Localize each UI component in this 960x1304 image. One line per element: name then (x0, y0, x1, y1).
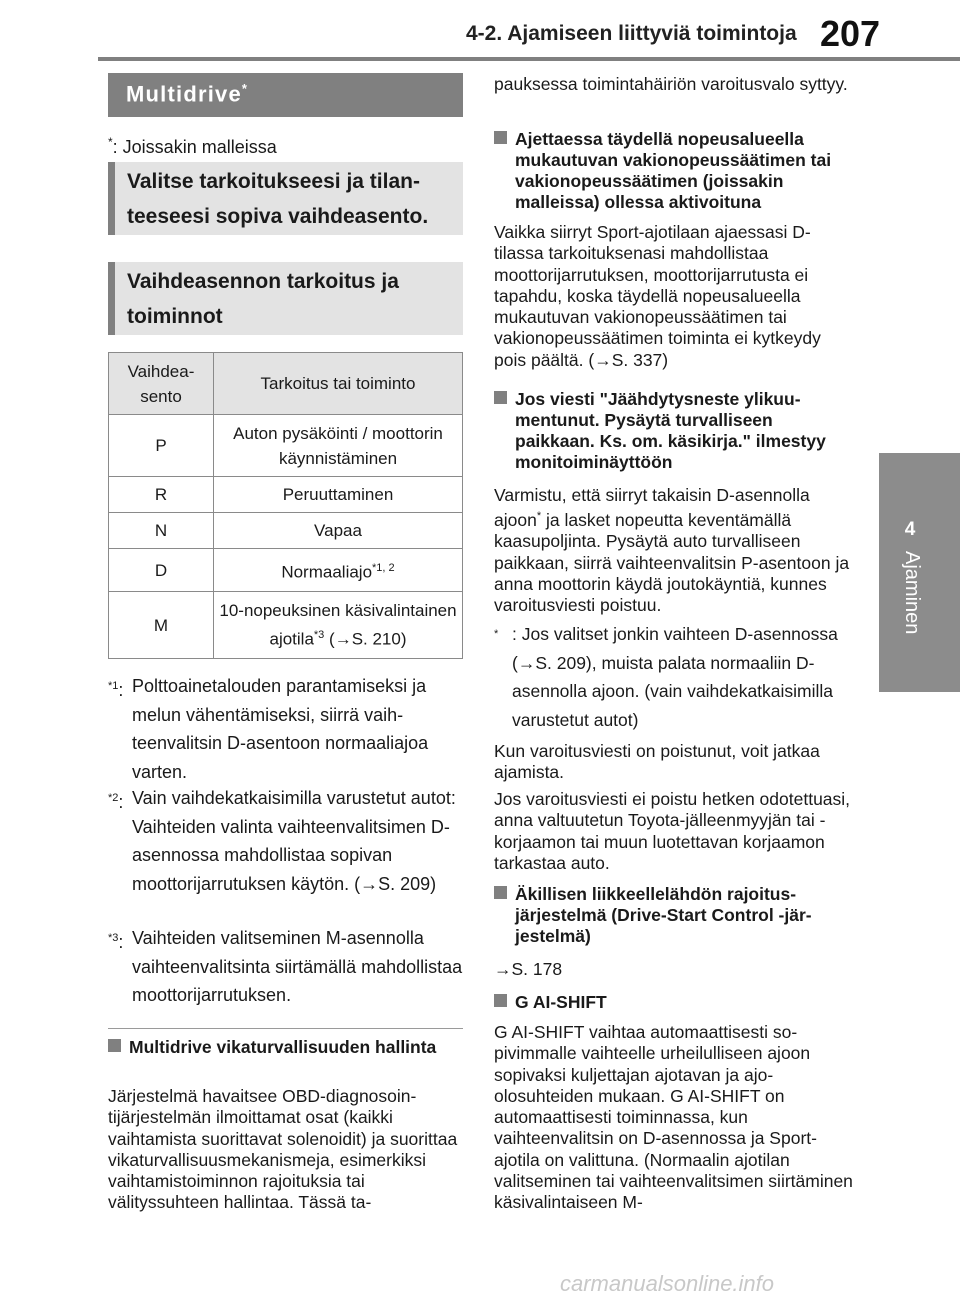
purpose-box (108, 262, 463, 335)
gear-table (108, 352, 463, 659)
cell-purpose: Auton pysäköinti / moottorin käynnistäminen (214, 415, 463, 477)
header-rule (98, 57, 960, 61)
bullet-square (494, 391, 507, 404)
footnote: $^{*3}$: Vaihteiden valitseminen M-asennolla vaihteenvalitsinta siirtämällä mahdollistaa moottorijarrutuksen. (108, 928, 463, 1005)
section-title: 4-2. Ajamiseen liittyviä toimintoja (466, 22, 797, 45)
select-gear-box (108, 162, 463, 235)
footnote: $^{*1}$: Polttoainetalouden parantamiseksi ja melun vähentämiseksi, siirrä vaihteenvalitsin D-asentoon normaaliajoa varten. (108, 676, 429, 782)
col-header-purpose: Tarkoitus tai toiminto (214, 353, 463, 415)
table-header (109, 353, 463, 415)
page-number: 207 (820, 13, 881, 54)
failsafe-heading: Multidrive vikaturvallisuuden hallinta (108, 1037, 463, 1058)
select-gear-text: Valitse tarkoitukseesi ja tilanteeseesi sopiva vaihdeasento. (127, 170, 429, 228)
purpose-heading: Vaihdeasennon tarkoitus ja toiminnot (127, 270, 399, 328)
cell-purpose: Peruuttaminen (214, 477, 463, 513)
cell-purpose: Vapaa (214, 513, 463, 549)
failsafe-text: Järjestelmä havaitsee OBD-diagnosointijärjestelmän ilmoittamat osat (kaikki vaihtamista suorittavat solenoidit) ja suorittaa vikaturvallisuusmekanismeja, esimerkiksi vaihtamistoiminnon rajoituksia tai välityssuhteen hallintaa. Tässä ta- (108, 1086, 458, 1213)
acc-heading: Ajettaessa täydellä nopeusalueella mukautuvan vakionopeussäätimen tai vakionopeussäätimen (joissakin malleissa) ollessa aktivoituna (494, 129, 849, 213)
box-accent (108, 162, 115, 235)
chapter-number: 4 (904, 519, 916, 540)
bullet-square (494, 994, 507, 1007)
multidrive-title: Multidrive* (126, 81, 249, 107)
cell-position: M (109, 592, 214, 659)
bullet-square (494, 886, 507, 899)
bullet-square (108, 1039, 121, 1052)
failsafe-text-cont: pauksessa toimintahäiriön varoitusvalo syttyy. (494, 74, 848, 94)
coolant-footnote: * : Jos valitset jonkin vaihteen D-asennossa (→S. 209), muista palata normaaliin D-asennolla ajoon. (vain vaihdekatkaisimilla varustetut autot) (494, 624, 838, 730)
gai-text: G AI-SHIFT vaihtaa automaattisesti sopivimmalle vaihteelle urheilulliseen ajoon sopivaksi kuljettajan ajotavan ja ajo-olosuhteiden mukaan. G AI-SHIFT on automaattisesti toiminnassa, kun vaihteenvalitsin on D-asennossa ja Sport-ajotila on valittuna. (Normaalin ajotilan valitseminen tai vaihteenvalitsimen siirtäminen käsivalintaiseen M- (494, 1022, 853, 1213)
cell-purpose: 10-nopeuksinen käsivalintainen ajotila$^{*3}$ (→S. 210) (214, 592, 463, 659)
gai-heading: G AI-SHIFT (494, 992, 849, 1013)
cell-position: D (109, 549, 214, 592)
after-text-1: Kun varoitusviesti on poistunut, voit jatkaa ajamista. (494, 741, 820, 783)
table-row (109, 513, 463, 549)
coolant-heading: Jos viesti "Jäähdytysneste ylikuumentunut. Pysäytä turvalliseen paikkaan. Ks. om. käsikirja." ilmestyy monitoiminäyttöön (494, 389, 849, 473)
table-row (109, 477, 463, 513)
star-note: *: Joissakin malleissa (108, 135, 277, 157)
table-row (109, 549, 463, 592)
acc-text: Vaikka siirryt Sport-ajotilaan ajaessasi D-tilassa tarkoituksenasi mahdollistaa moottorijarrutuksen, moottorijarrutusta ei tapahdu, koska täydellä nopeusalueella mukautuvan vakionopeussäätimen tai vakionopeussäätimen toiminta ei kytkeydy pois päältä. (→S. 337) (494, 222, 821, 370)
chapter-label: Ajaminen (901, 551, 923, 635)
table-row (109, 592, 463, 659)
col-header-position: Vaihdeasento (109, 353, 214, 415)
dsc-heading: Äkillisen liikkeellelähdön rajoitusjärjestelmä (Drive-Start Control -järjestelmä) (494, 884, 849, 947)
dsc-page-ref[interactable]: →S. 178 (494, 959, 563, 979)
cell-position: N (109, 513, 214, 549)
cell-position: R (109, 477, 214, 513)
after-text-2: Jos varoitusviesti ei poistu hetken odotettuasi, anna valtuutetun Toyota-jälleenmyyjän tai -korjaamon tai muun luotettavan korjaamon tarkastaa auto. (494, 789, 851, 873)
bullet-square (494, 131, 507, 144)
cell-position: P (109, 415, 214, 477)
box-accent (108, 262, 115, 335)
coolant-text: Varmistu, että siirryt takaisin D-asennolla ajoon* ja lasket nopeutta keventämällä kaasupoljinta. Pysäytä auto turvalliseen paikkaan, siirrä vaihteenvalitsin P-asentoon ja anna moottorin käydä joutokäyntiä, kunnes varoitusviesti poistuu. (494, 485, 850, 616)
footnote: $^{*2}$: Vain vaihdekatkaisimilla varustetut autot: Vaihteiden valinta vaihteenvalitsimen D-asennossa mahdollistaa sopivan moottorijarrutuksen käytön. (→S. 209) (108, 788, 456, 894)
multidrive-title-bar (108, 73, 463, 117)
section-divider (108, 1028, 463, 1029)
cell-purpose: Normaaliajo$^{*1, 2}$ (214, 549, 463, 592)
watermark: carmanualsonline.info (560, 1271, 775, 1296)
chapter-tab[interactable] (879, 453, 960, 692)
table-row (109, 415, 463, 477)
